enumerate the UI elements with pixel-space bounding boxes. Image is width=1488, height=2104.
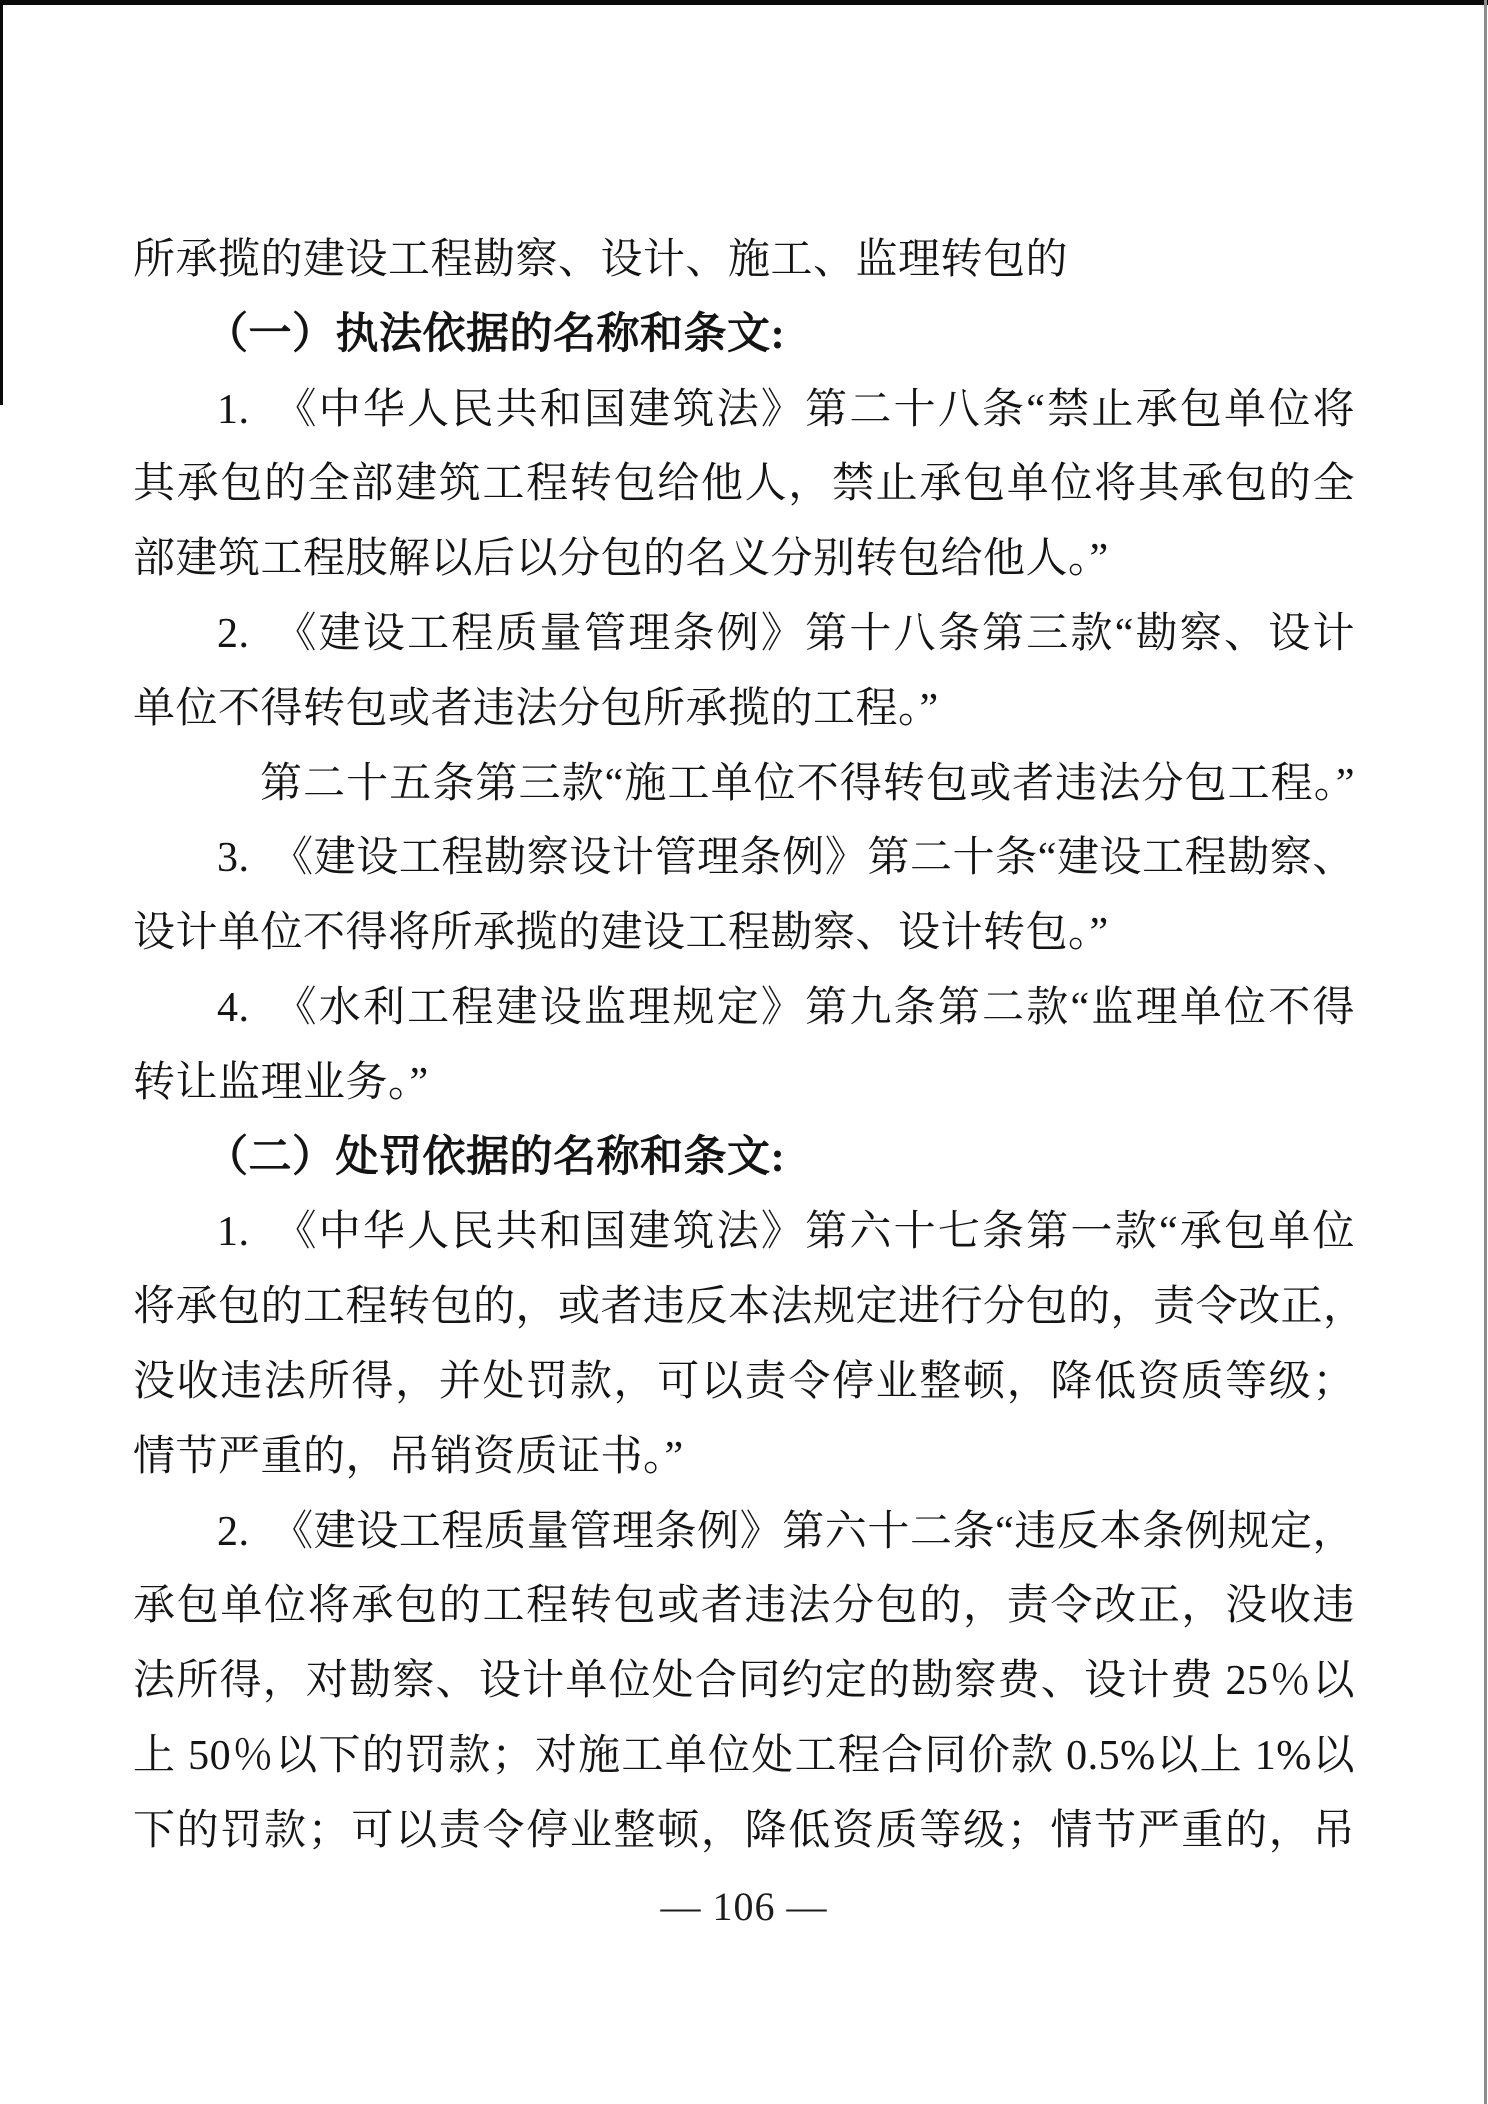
text-line: 2. 《建设工程质量管理条例》第六十二条“违反本条例规定， bbox=[217, 1508, 1355, 1555]
text-line: 部建筑工程肢解以后以分包的名义分别转包给他人。” bbox=[133, 536, 1109, 583]
scan-border-top-line bbox=[0, 0, 1488, 5]
text-line: 单位不得转包或者违法分包所承揽的工程。” bbox=[133, 685, 939, 732]
text-line: 2. 《建设工程质量管理条例》第十八条第三款“勘察、设计 bbox=[217, 610, 1355, 657]
text-line: 承包单位将承包的工程转包或者违法分包的，责令改正，没收违 bbox=[133, 1583, 1355, 1630]
text-line: 1. 《中华人民共和国建筑法》第六十七条第一款“承包单位 bbox=[217, 1209, 1355, 1256]
section-heading: （二）处罚依据的名称和条文: bbox=[205, 1133, 786, 1181]
text-line: 法所得，对勘察、设计单位处合同约定的勘察费、设计费 25％以 bbox=[133, 1658, 1355, 1705]
text-line: 下的罚款；可以责令停业整顿，降低资质等级；情节严重的，吊 bbox=[133, 1807, 1355, 1854]
page-number: — 106 — bbox=[660, 1884, 828, 1929]
text-line: 所承揽的建设工程勘察、设计、施工、监理转包的 bbox=[133, 237, 1069, 283]
text-line: 3. 《建设工程勘察设计管理条例》第二十条“建设工程勘察、 bbox=[217, 835, 1355, 882]
text-line: 上 50％以下的罚款；对施工单位处工程合同价款 0.5%以上 1%以 bbox=[133, 1732, 1355, 1779]
text-line: 4. 《水利工程建设监理规定》第九条第二款“监理单位不得 bbox=[217, 984, 1355, 1031]
section-heading: （一）执法依据的名称和条文: bbox=[205, 310, 786, 358]
text-line: 转让监理业务。” bbox=[133, 1059, 429, 1106]
text-line: 1. 《中华人民共和国建筑法》第二十八条“禁止承包单位将 bbox=[217, 386, 1355, 433]
text-line: 其承包的全部建筑工程转包给他人，禁止承包单位将其承包的全 bbox=[133, 461, 1355, 508]
scan-border-right-line bbox=[1484, 0, 1487, 2104]
text-line: 第二十五条第三款“施工单位不得转包或者违法分包工程。” bbox=[260, 760, 1355, 807]
text-line: 没收违法所得，并处罚款，可以责令停业整顿，降低资质等级； bbox=[133, 1358, 1355, 1405]
text-line: 设计单位不得将所承揽的建设工程勘察、设计转包。” bbox=[133, 910, 1109, 957]
text-block bbox=[133, 223, 1366, 1869]
scan-border-left-line bbox=[0, 0, 3, 405]
text-line: 将承包的工程转包的，或者违反本法规定进行分包的，责令改正， bbox=[133, 1284, 1366, 1331]
text-line: 情节严重的，吊销资质证书。” bbox=[133, 1433, 684, 1480]
